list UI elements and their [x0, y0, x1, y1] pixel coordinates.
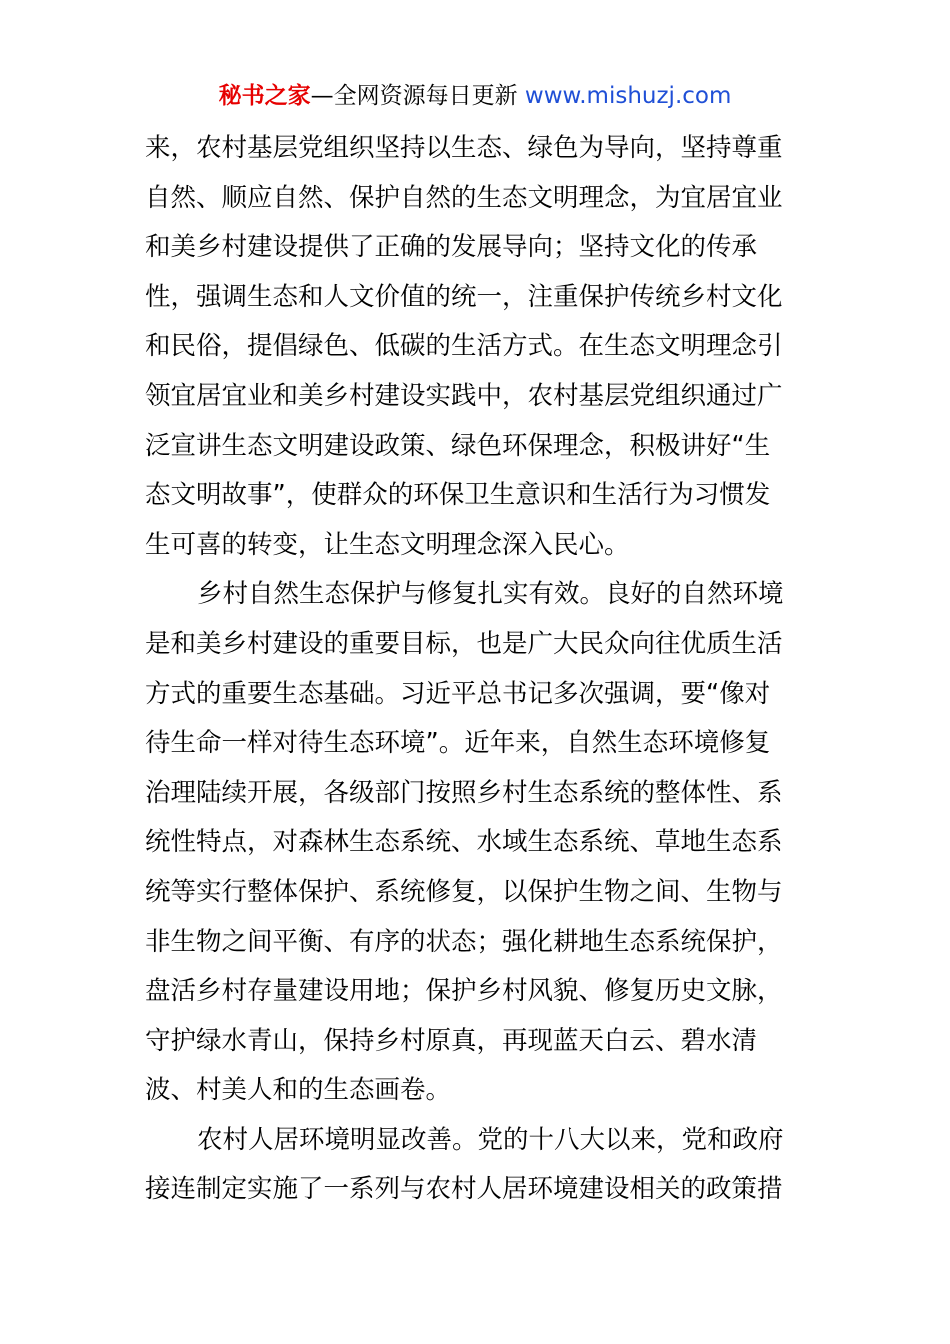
text-line: 是和美乡村建设的重要目标，也是广大民众向往优质生活 [145, 628, 783, 659]
text-line: 治理陆续开展，各级部门按照乡村生态系统的整体性、系 [145, 777, 783, 808]
site-tagline: —全网资源每日更新 [310, 83, 518, 109]
text-line: 待生命一样对待生态环境”。近年来，自然生态环境修复 [145, 728, 771, 759]
text-line: 和民俗，提倡绿色、低碳的生活方式。在生态文明理念引 [145, 331, 783, 362]
paragraph-heading-line: 农村人居环境明显改善。党的十八大以来，党和政府 [197, 1124, 784, 1155]
site-brand: 秘书之家 [218, 83, 311, 109]
page-header [0, 80, 950, 112]
text-line: 性，强调生态和人文价值的统一，注重保护传统乡村文化 [145, 281, 783, 312]
document-body [145, 124, 805, 1215]
text-line: 泛宣讲生态文明建设政策、绿色环保理念，积极讲好“生 [145, 430, 771, 461]
text-line: 接连制定实施了一系列与农村人居环境建设相关的政策措 [145, 1174, 783, 1205]
text-line: 非生物之间平衡、有序的状态；强化耕地生态系统保护， [145, 926, 783, 957]
text-line: 领宜居宜业和美乡村建设实践中，农村基层党组织通过广 [145, 380, 783, 411]
text-line: 态文明故事”，使群众的环保卫生意识和生活行为习惯发 [145, 480, 771, 511]
text-line: 统等实行整体保护、系统修复，以保护生物之间、生物与 [145, 876, 783, 907]
text-line: 生可喜的转变，让生态文明理念深入民心。 [145, 529, 630, 560]
text-line: 盘活乡村存量建设用地；保护乡村风貌、修复历史文脉， [145, 976, 783, 1007]
text-line: 来，农村基层党组织坚持以生态、绿色为导向，坚持尊重 [145, 133, 783, 163]
text-line: 守护绿水青山，保持乡村原真，再现蓝天白云、碧水清 [145, 1025, 758, 1056]
text-line: 波、村美人和的生态画卷。 [145, 1075, 452, 1106]
text-line: 自然、顺应自然、保护自然的生态文明理念，为宜居宜业 [145, 182, 783, 213]
site-url[interactable]: www.mishuzj.com [524, 83, 732, 109]
text-line: 和美乡村建设提供了正确的发展导向；坚持文化的传承 [145, 232, 758, 263]
paragraph-heading-line: 乡村自然生态保护与修复扎实有效。良好的自然环境 [197, 579, 784, 610]
text-line: 统性特点，对森林生态系统、水域生态系统、草地生态系 [145, 827, 783, 858]
text-line: 方式的重要生态基础。习近平总书记多次强调，要“像对 [145, 678, 771, 709]
